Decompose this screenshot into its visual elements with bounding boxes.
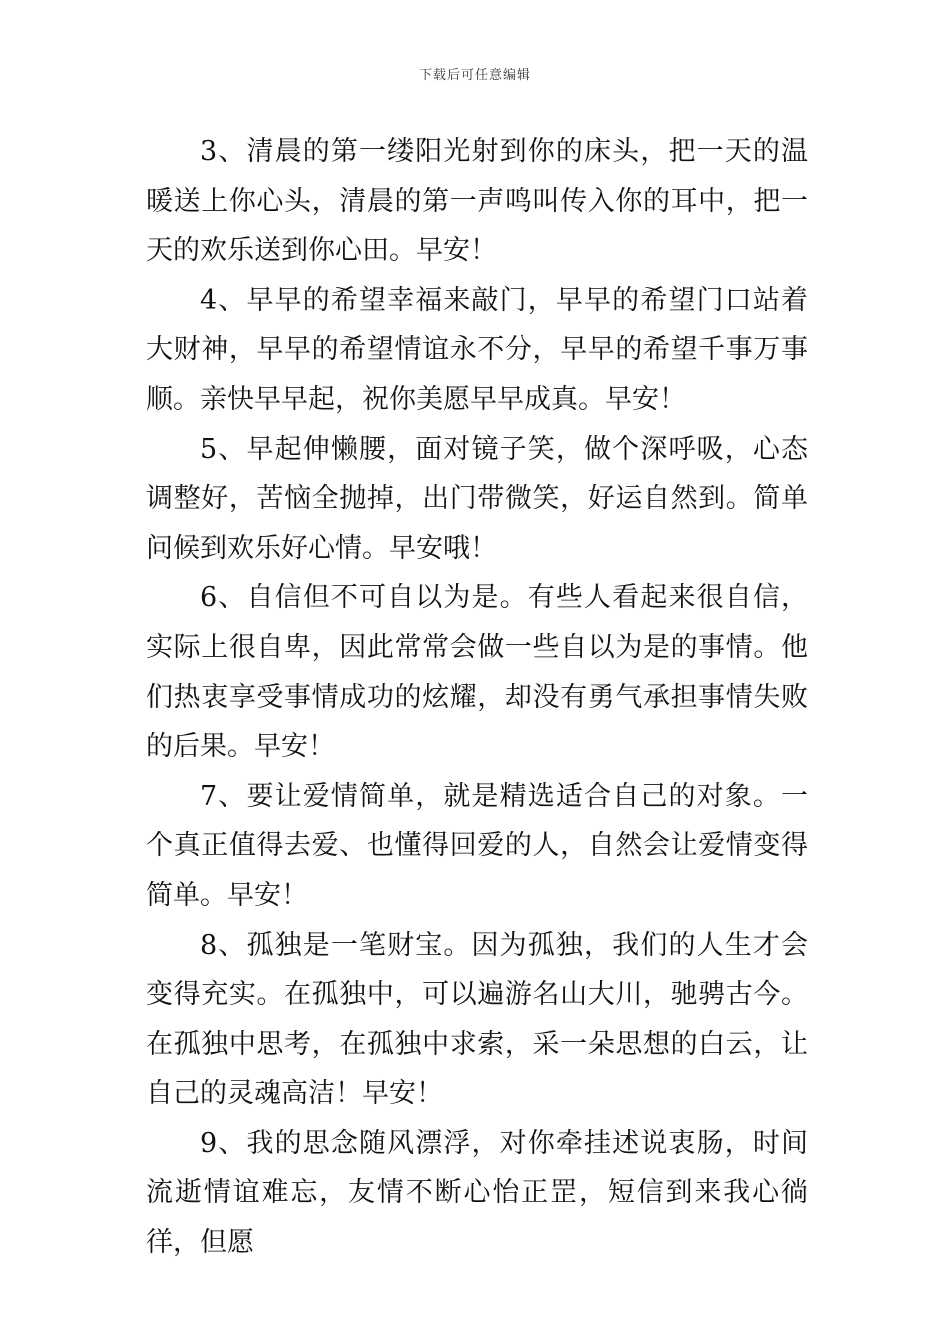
page-header: 下载后可任意编辑	[418, 68, 531, 83]
paragraph-9: 9、我的思念随风漂浮，对你牵挂述说衷肠，时间流逝情谊难忘，友情不断心怡正罡，短信到来我心徜徉，但愿	[146, 1127, 808, 1259]
paragraph-3: 3、清晨的第一缕阳光射到你的床头，把一天的温暖送上你心头，清晨的第一声鸣叫传入你的耳中，把一天的欢乐送到你心田。早安！	[146, 136, 808, 267]
paragraph-7: 7、要让爱情简单，就是精选适合自己的对象。一个真正值得去爱、也懂得回爱的人，自然会让爱情变得简单。早安！	[146, 780, 808, 911]
paragraph-6: 6、自信但不可自以为是。有些人看起来很自信，实际上很自卑，因此常常会做一些自以为是的事情。他们热衷享受事情成功的炫耀，却没有勇气承担事情失败的后果。早安！	[146, 582, 808, 763]
paragraph-5: 5、早起伸懒腰，面对镜子笑，做个深呼吸，心态调整好，苦恼全抛掉，出门带微笑，好运自然到。简单问候到欢乐好心情。早安哦！	[146, 433, 808, 564]
paragraph-4: 4、早早的希望幸福来敲门，早早的希望门口站着大财神，早早的希望情谊永不分，早早的希望千事万事顺。亲快早早起，祝你美愿早早成真。早安！	[146, 284, 808, 415]
paragraph-8: 8、孤独是一笔财宝。因为孤独，我们的人生才会变得充实。在孤独中，可以遍游名山大川，驰骋古今。在孤独中思考，在孤独中求索，采一朵思想的白云，让自己的灵魂高洁！早安！	[146, 929, 808, 1110]
document-body	[146, 127, 808, 1268]
